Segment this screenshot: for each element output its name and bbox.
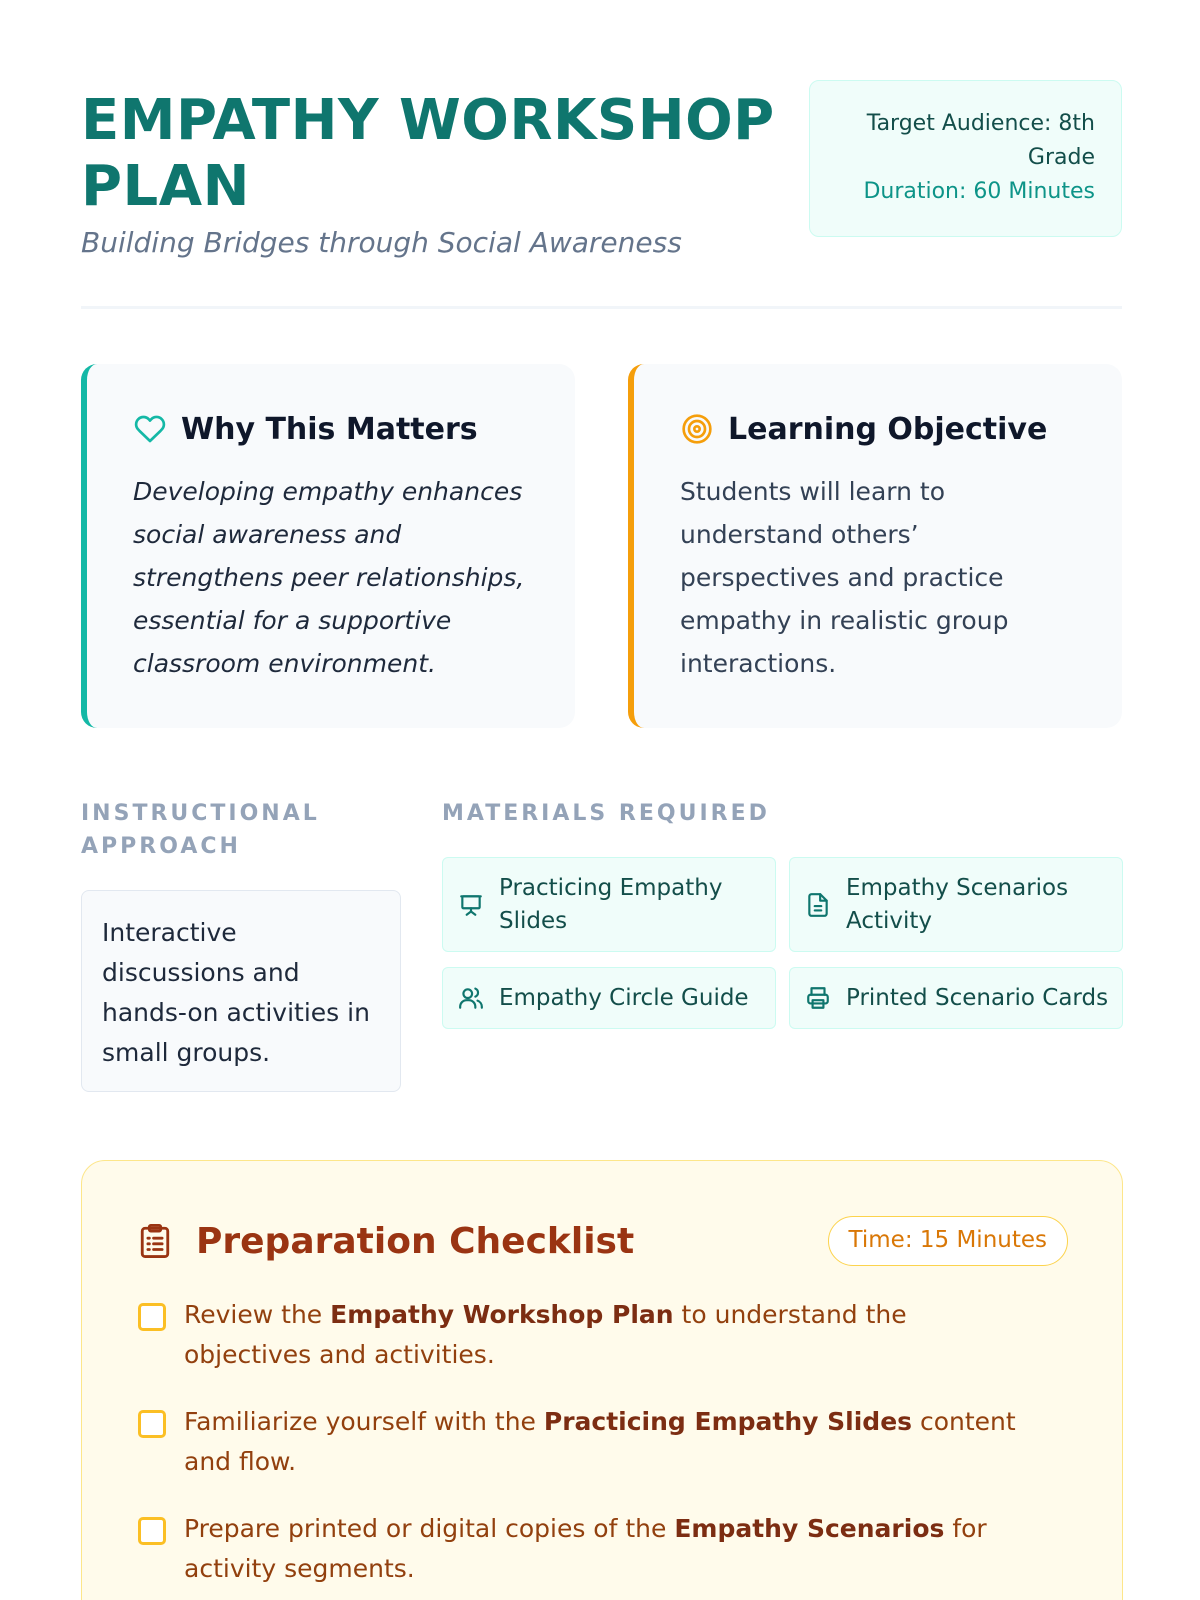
header-divider (81, 306, 1122, 309)
checklist-item (138, 1509, 1038, 1589)
checkbox[interactable] (138, 1303, 166, 1331)
page-title: EMPATHY WORKSHOP PLAN (81, 88, 775, 219)
checkbox[interactable] (138, 1410, 166, 1438)
materials-required-label: MATERIALS REQUIRED (442, 801, 770, 826)
material-item (442, 857, 776, 952)
page-header (81, 80, 1122, 310)
checklist-item-text: Familiarize yourself with the Practicing Empathy Slides content and flow. (184, 1407, 1016, 1476)
preparation-checklist-title: Preparation Checklist (196, 1220, 635, 1262)
presentation-icon (457, 891, 485, 919)
instructional-approach-label: INSTRUCTIONAL APPROACH (81, 801, 320, 859)
material-label: Practicing Empathy Slides (499, 874, 723, 934)
preparation-checklist-card (81, 1160, 1123, 1600)
instructional-approach-box: Interactive discussions and hands-on activities in small groups. (81, 890, 401, 1092)
workshop-meta-box (809, 80, 1122, 237)
checklist-item-text: Prepare printed or digital copies of the Empathy Scenarios for activity segments. (184, 1514, 987, 1583)
target-icon (680, 412, 714, 446)
document-icon (804, 891, 832, 919)
target-audience: Target Audience: 8th Grade (866, 111, 1095, 170)
checklist-item (138, 1402, 1038, 1482)
learning-objective-text: Students will learn to understand others’ perspectives and practice empathy in realistic group interactions. (680, 477, 1009, 678)
why-this-matters-text: Developing empathy enhances social awareness and strengthens peer relationships, essential for a supportive classroom environment. (133, 477, 525, 678)
checklist-item (138, 1295, 1038, 1375)
heart-icon (133, 412, 167, 446)
material-item (442, 967, 776, 1029)
users-icon (457, 984, 485, 1012)
why-this-matters-title: Why This Matters (181, 411, 478, 447)
material-item (789, 967, 1123, 1029)
material-label: Printed Scenario Cards (846, 984, 1109, 1011)
why-this-matters-card (81, 364, 575, 728)
time-badge: Time: 15 Minutes (828, 1216, 1068, 1266)
material-label: Empathy Circle Guide (499, 984, 749, 1011)
page-subtitle: Building Bridges through Social Awareness (81, 226, 682, 259)
printer-icon (804, 984, 832, 1012)
checklist-item-text: Review the Empathy Workshop Plan to understand the objectives and activities. (184, 1300, 907, 1369)
learning-objective-title: Learning Objective (728, 411, 1048, 447)
clipboard-icon (138, 1221, 172, 1261)
checkbox[interactable] (138, 1517, 166, 1545)
material-label: Empathy Scenarios Activity (846, 874, 1069, 934)
learning-objective-card (628, 364, 1122, 728)
material-item (789, 857, 1123, 952)
duration: Duration: 60 Minutes (863, 179, 1095, 204)
